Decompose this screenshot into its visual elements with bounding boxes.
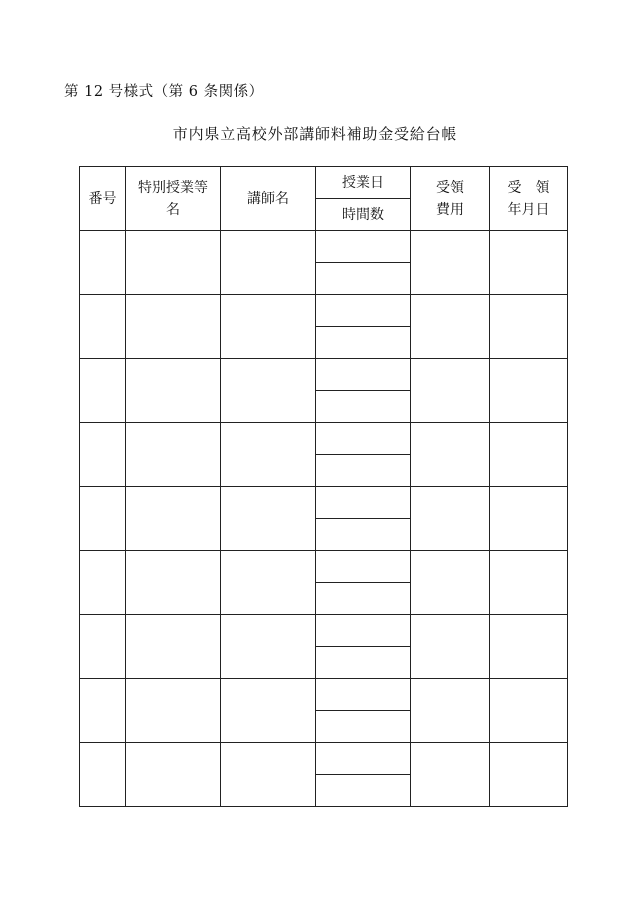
header-lecturer-name-label: 講師名 <box>247 190 289 207</box>
ledger-table <box>79 166 568 807</box>
hours-cell[interactable] <box>316 583 411 615</box>
class-date-cell[interactable] <box>316 231 411 263</box>
received-date-cell[interactable] <box>490 295 568 359</box>
class-date-cell[interactable] <box>316 423 411 455</box>
special-class-cell[interactable] <box>126 615 221 679</box>
hours-cell[interactable] <box>316 647 411 679</box>
header-received-fee <box>411 167 490 231</box>
special-class-cell[interactable] <box>126 743 221 807</box>
hours-cell[interactable] <box>316 263 411 295</box>
header-lecturer-name <box>221 167 316 231</box>
form-number: 第 12 号様式（第 6 条関係） <box>64 84 264 100</box>
number-cell[interactable] <box>80 679 126 743</box>
table-row <box>80 679 568 711</box>
received-date-cell[interactable] <box>490 615 568 679</box>
received-date-cell[interactable] <box>490 743 568 807</box>
received-fee-cell[interactable] <box>411 231 490 295</box>
header-received-fee-line2: 費用 <box>436 201 464 218</box>
special-class-cell[interactable] <box>126 487 221 551</box>
table-row <box>80 487 568 519</box>
number-cell[interactable] <box>80 231 126 295</box>
lecturer-cell[interactable] <box>221 487 316 551</box>
hours-cell[interactable] <box>316 327 411 359</box>
number-cell[interactable] <box>80 423 126 487</box>
header-received-date <box>490 167 568 231</box>
class-date-cell[interactable] <box>316 551 411 583</box>
number-cell[interactable] <box>80 743 126 807</box>
header-hours-label: 時間数 <box>342 206 384 223</box>
received-fee-cell[interactable] <box>411 487 490 551</box>
hours-cell[interactable] <box>316 519 411 551</box>
lecturer-cell[interactable] <box>221 359 316 423</box>
special-class-cell[interactable] <box>126 551 221 615</box>
table-row <box>80 615 568 647</box>
header-received-fee-line1: 受領 <box>436 179 464 196</box>
lecturer-cell[interactable] <box>221 551 316 615</box>
hours-cell[interactable] <box>316 455 411 487</box>
special-class-cell[interactable] <box>126 359 221 423</box>
hours-cell[interactable] <box>316 775 411 807</box>
received-fee-cell[interactable] <box>411 615 490 679</box>
number-cell[interactable] <box>80 487 126 551</box>
special-class-cell[interactable] <box>126 295 221 359</box>
received-date-cell[interactable] <box>490 679 568 743</box>
received-date-cell[interactable] <box>490 359 568 423</box>
table-row <box>80 359 568 391</box>
ledger-body <box>80 167 568 807</box>
lecturer-cell[interactable] <box>221 679 316 743</box>
number-cell[interactable] <box>80 295 126 359</box>
received-fee-cell[interactable] <box>411 743 490 807</box>
special-class-cell[interactable] <box>126 423 221 487</box>
header-hours <box>316 199 411 231</box>
received-fee-cell[interactable] <box>411 295 490 359</box>
class-date-cell[interactable] <box>316 743 411 775</box>
number-cell[interactable] <box>80 551 126 615</box>
table-row <box>80 551 568 583</box>
hours-cell[interactable] <box>316 391 411 423</box>
class-date-cell[interactable] <box>316 679 411 711</box>
class-date-cell[interactable] <box>316 487 411 519</box>
header-class-date-label: 授業日 <box>342 174 384 191</box>
table-row <box>80 743 568 775</box>
received-fee-cell[interactable] <box>411 359 490 423</box>
header-received-date-line2: 年月日 <box>507 201 550 218</box>
table-row <box>80 231 568 263</box>
document-title: 市内県立高校外部講師料補助金受給台帳 <box>172 125 458 143</box>
received-date-cell[interactable] <box>490 231 568 295</box>
header-received-date-line1: 受 領 <box>507 179 550 196</box>
received-date-cell[interactable] <box>490 423 568 487</box>
class-date-cell[interactable] <box>316 295 411 327</box>
table-row <box>80 423 568 455</box>
number-cell[interactable] <box>80 359 126 423</box>
received-fee-cell[interactable] <box>411 423 490 487</box>
special-class-cell[interactable] <box>126 231 221 295</box>
received-fee-cell[interactable] <box>411 551 490 615</box>
lecturer-cell[interactable] <box>221 231 316 295</box>
received-date-cell[interactable] <box>490 551 568 615</box>
hours-cell[interactable] <box>316 711 411 743</box>
class-date-cell[interactable] <box>316 359 411 391</box>
lecturer-cell[interactable] <box>221 615 316 679</box>
table-row <box>80 295 568 327</box>
received-fee-cell[interactable] <box>411 679 490 743</box>
header-row <box>80 167 568 199</box>
header-special-class-line1: 特別授業等 <box>138 179 208 196</box>
received-date-cell[interactable] <box>490 487 568 551</box>
header-class-date <box>316 167 411 199</box>
lecturer-cell[interactable] <box>221 423 316 487</box>
number-cell[interactable] <box>80 615 126 679</box>
lecturer-cell[interactable] <box>221 295 316 359</box>
class-date-cell[interactable] <box>316 615 411 647</box>
header-special-class-line2: 名 <box>166 201 180 218</box>
header-number-label: 番号 <box>88 190 117 207</box>
special-class-cell[interactable] <box>126 679 221 743</box>
header-special-class <box>126 167 221 231</box>
header-number <box>80 167 126 231</box>
lecturer-cell[interactable] <box>221 743 316 807</box>
